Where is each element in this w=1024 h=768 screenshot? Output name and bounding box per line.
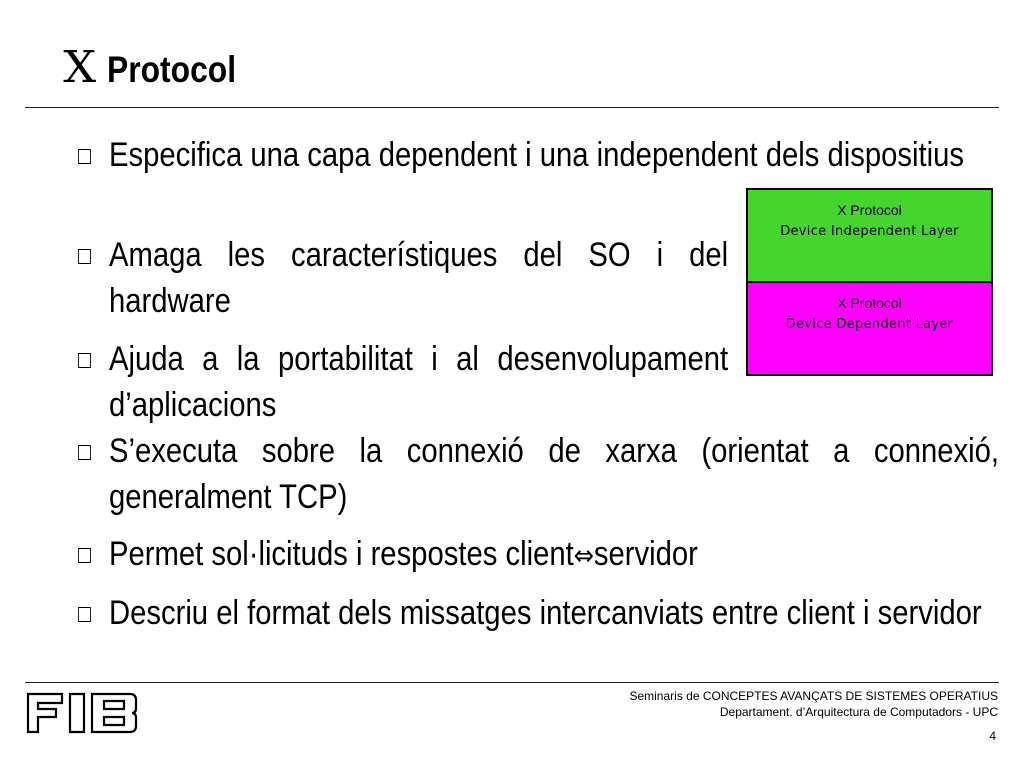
bullet-text: Ajuda a la portabilitat i al desenvolupament d’aplicacions — [108, 340, 729, 424]
footer-course: Seminaris de CONCEPTES AVANÇATS DE SISTEMES OPERATIUS — [629, 689, 998, 703]
bullet-square-icon — [78, 249, 91, 264]
title-text: Protocol — [107, 49, 237, 90]
independent-layer-subtitle: Device Independent Layer — [780, 224, 959, 239]
bullet-square-icon — [78, 445, 91, 460]
protocol-layers-diagram — [746, 188, 993, 376]
independent-layer-box — [748, 190, 991, 283]
bullet-text — [109, 531, 999, 579]
bullet-text-after: servidor — [593, 535, 698, 573]
title-divider — [25, 107, 999, 108]
bullet-square-icon — [78, 149, 91, 164]
page-number: 4 — [989, 729, 996, 743]
slide-title — [63, 42, 257, 93]
x-logo-icon: X — [63, 42, 97, 93]
dependent-layer-title: X Protocol — [837, 295, 902, 311]
bullet-text: Descriu el format dels missatges intercanviats entre client i servidor — [108, 594, 982, 632]
double-arrow-icon: ⇔ — [573, 539, 594, 572]
bullet-square-icon — [78, 548, 91, 563]
bullet-square-icon — [78, 353, 91, 368]
dependent-layer-box — [748, 283, 991, 374]
bullet-text: S’executa sobre la connexió de xarxa (orientat a connexió, generalment TCP) — [108, 432, 1000, 516]
footer-department: Departament. d’Arquitectura de Computadors - UPC — [719, 705, 998, 719]
bullet-text: Especifica una capa dependent i una independent dels dispositius — [108, 136, 965, 174]
footer-divider — [25, 682, 999, 683]
bullet-text: Amaga les característiques del SO i del hardware — [108, 236, 729, 320]
fib-logo-icon — [26, 692, 138, 734]
bullet-text-before: Permet sol·licituds i respostes client — [108, 535, 574, 573]
dependent-layer-subtitle: Device Dependent Layer — [785, 317, 954, 332]
bullet-square-icon — [78, 607, 91, 622]
independent-layer-title: X Protocol — [837, 202, 902, 218]
